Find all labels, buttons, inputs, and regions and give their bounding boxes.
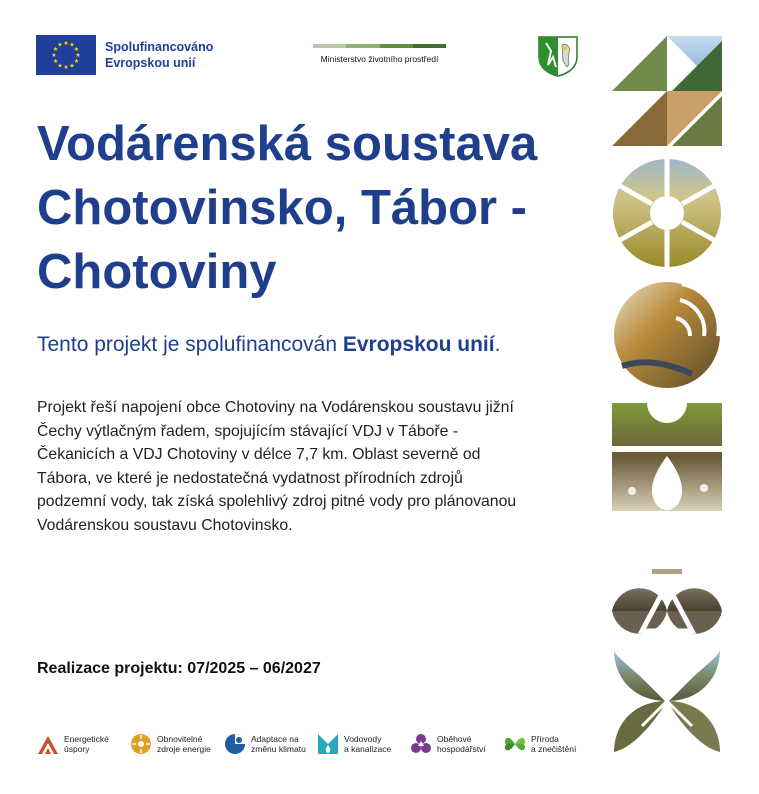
cofinance-statement <box>37 333 500 357</box>
legend-item-nature-pollution <box>504 733 576 755</box>
description-line: Vodárenskou soustavu Chotovinsko. <box>37 516 293 534</box>
eu-label-line1: Spolufinancováno <box>105 40 214 54</box>
eu-label <box>105 39 213 71</box>
ministry-name: Ministerstvo životního prostředí <box>320 54 439 64</box>
eu-star-icon: ★ <box>52 59 59 65</box>
legend-label: Energetické <box>64 733 109 744</box>
eu-flag-icon <box>36 35 96 75</box>
small-photo-strip <box>652 569 682 574</box>
legend-label: a kanalizace <box>344 744 392 754</box>
cofinance-suffix: . <box>494 333 501 356</box>
realization-period: Realizace projektu: 07/2025 – 06/2027 <box>37 660 321 677</box>
legend-label: Obnovitelné <box>157 733 203 744</box>
legend-item-water-supply <box>317 733 391 755</box>
water-drop-photo-block <box>612 403 722 511</box>
legend-label: zdroje energie <box>157 744 211 754</box>
circular-economy-icon <box>410 733 432 755</box>
renewable-energy-icon <box>130 733 152 755</box>
coat-of-arms-icon <box>537 35 579 82</box>
legend-item-climate-adaptation <box>224 733 306 755</box>
legend-item-renewable-energy <box>130 733 211 755</box>
description-line: Tábora, ve které je nedostatečná vydatnost přírodních zdrojů <box>37 469 463 487</box>
cofinance-prefix: Tento projekt je spolufinancován <box>37 333 343 356</box>
title-line2: Chotovinsko, Tábor - <box>37 181 527 235</box>
butterfly-photo-block <box>614 650 720 752</box>
ministry-logo <box>313 44 446 64</box>
arc-circle-photo-block <box>614 282 720 388</box>
energy-savings-icon <box>37 733 59 755</box>
ministry-logo-bar <box>313 44 446 48</box>
climate-adaptation-icon <box>224 733 246 755</box>
description-line: Projekt řeší napojení obce Chotoviny na Vodárenskou soustavu jižní <box>37 399 514 416</box>
water-supply-icon <box>317 733 339 755</box>
legend-label: úspory <box>64 744 90 754</box>
eu-label-line2: Evropskou unií <box>105 56 196 70</box>
rock-triangle-photo-block <box>612 584 722 634</box>
decorative-photo-column <box>612 36 722 756</box>
eu-star-icon: ★ <box>63 41 69 47</box>
title-line3: Chotoviny <box>37 245 277 299</box>
eu-star-icon: ★ <box>73 47 80 53</box>
nature-pollution-icon <box>504 733 526 755</box>
eu-star-icon: ★ <box>73 59 80 65</box>
project-description <box>37 396 597 537</box>
legend-item-energy-savings <box>37 733 109 755</box>
legend-label: změnu klimatu <box>251 744 306 754</box>
cofinance-emphasis: Evropskou unií <box>342 333 495 356</box>
triangle-photo-block <box>612 36 722 146</box>
sun-circle-photo-block <box>613 158 721 268</box>
legend-label: hospodářství <box>437 744 486 754</box>
legend-label: a znečištění <box>531 744 577 754</box>
legend-item-circular-economy <box>410 733 486 755</box>
eu-star-icon: ★ <box>52 47 59 53</box>
title-line1: Vodárenská soustava <box>37 117 538 171</box>
legend-label: Vodovody <box>344 733 382 744</box>
legend-label: Příroda <box>531 733 559 744</box>
eu-star-icon: ★ <box>57 42 63 49</box>
eu-star-icon: ★ <box>75 53 81 59</box>
eu-star-icon: ★ <box>69 63 75 70</box>
legend-label: Adaptace na <box>251 733 299 744</box>
program-legend <box>37 733 597 765</box>
eu-star-icon: ★ <box>57 63 63 70</box>
eu-cofinance-logo <box>36 35 213 75</box>
page-title <box>37 112 597 304</box>
eu-star-icon: ★ <box>51 53 57 59</box>
description-line: podzemní vody, tak získá spolehlivý zdroj pitné vody pro plánovanou <box>37 493 517 510</box>
eu-star-icon: ★ <box>69 42 75 49</box>
legend-label: Oběhové <box>437 733 472 744</box>
description-line: Čechy výtlačným řadem, spojujícím stávající VDJ v Táboře - <box>37 422 459 440</box>
eu-star-icon: ★ <box>63 65 69 71</box>
description-line: Čekanicích a VDJ Chotoviny v délce 7,7 km. Oblast severně od <box>37 446 481 463</box>
